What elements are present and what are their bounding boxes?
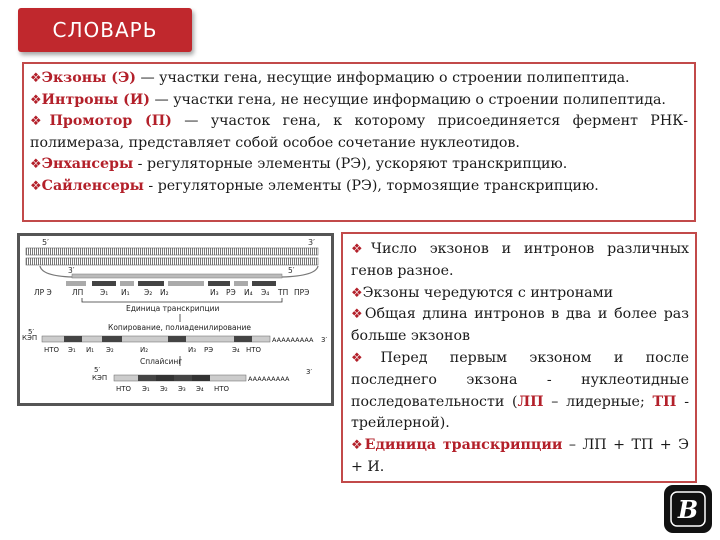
- fact-item: [351, 304, 689, 348]
- dna-label-3: 3′: [308, 238, 315, 247]
- polya-tail-2: AAAAAAAAA: [248, 375, 290, 383]
- definition-term: Интроны (И): [41, 91, 150, 108]
- fact-tp-term: ТП: [652, 393, 677, 410]
- primary-exon: [64, 336, 82, 342]
- gene-label: ТП: [278, 288, 289, 297]
- inner-label-3: 3′: [68, 266, 75, 275]
- kep2-label: КЭП: [92, 374, 108, 382]
- primary-label: Э₄: [232, 346, 240, 354]
- facts-box: [341, 232, 697, 483]
- logo-icon: [664, 485, 712, 533]
- fact-text: – лидерные;: [543, 393, 653, 410]
- definition-term: Энхансеры: [41, 156, 134, 173]
- bullet-icon: ❖: [351, 285, 363, 301]
- gene-label: ЛП: [72, 288, 84, 297]
- bullet-icon: ❖: [30, 71, 42, 86]
- gene-label: И₁: [121, 288, 130, 297]
- template-strand: [72, 274, 282, 278]
- gene-label: Э₄: [261, 288, 270, 297]
- mature-label: Э₁: [142, 385, 150, 393]
- gene-label: Э₁: [100, 288, 109, 297]
- primary-label-5: 5′: [28, 328, 35, 336]
- fact-text: – ЛП + ТП + Э + И.: [351, 437, 690, 475]
- gene-segment: [92, 281, 116, 286]
- fact-text: Число экзонов и интронов различных генов разное.: [351, 241, 689, 279]
- mature-exon: [174, 375, 192, 381]
- fact-text: - трейлерной).: [351, 393, 689, 432]
- lre-label: ЛР Э: [34, 288, 52, 297]
- gene-label: И₄: [244, 288, 253, 297]
- definition-text: — участок гена, к которому присоединяется фермент РНК-полимераза, представляет собой особое сочетание нуклеотидов.: [30, 113, 688, 151]
- bullet-icon: ❖: [351, 242, 371, 257]
- gene-segment: [252, 281, 276, 286]
- bullet-icon: ❖: [30, 92, 42, 108]
- gene-segment: [234, 281, 248, 286]
- definition-introns: [30, 90, 688, 112]
- fact-item: [351, 435, 689, 479]
- pre-label: ПРЭ: [294, 288, 310, 297]
- fact-item: [351, 348, 689, 435]
- primary-exon: [102, 336, 122, 342]
- primary-exon: [234, 336, 252, 342]
- gene-label: РЭ: [226, 288, 236, 297]
- definition-term: Промотор (П): [49, 113, 172, 130]
- primary-label: И₂: [140, 346, 149, 354]
- primary-labels: [44, 346, 262, 354]
- gene-segment: [66, 281, 86, 286]
- page-title: СЛОВАРЬ: [18, 8, 192, 52]
- gene-segment: [168, 281, 204, 286]
- fact-text: Экзоны чередуются с интронами: [362, 284, 614, 301]
- fact-text: Общая длина интронов в два и более раз больше экзонов: [351, 306, 689, 345]
- definition-silencers: [30, 176, 688, 198]
- bullet-icon: ❖: [30, 157, 42, 173]
- unit-label: Единица транскрипции: [126, 304, 220, 313]
- primary-label: НТО: [246, 346, 262, 354]
- mature-label: НТО: [116, 385, 132, 393]
- splice-label: Сплайсинг: [140, 357, 183, 366]
- bullet-icon: ❖: [351, 307, 365, 323]
- primary-label-3: 3′: [321, 336, 328, 344]
- polya-tail: AAAAAAAAA: [272, 336, 314, 344]
- definition-term: Экзоны (Э): [41, 70, 136, 86]
- gene-diagram-svg: [20, 236, 331, 403]
- primary-label: Э₁: [68, 346, 76, 354]
- fact-item: [351, 283, 689, 305]
- primary-label: И₁: [86, 346, 95, 354]
- primary-exon: [168, 336, 186, 342]
- dna-top-strand: [26, 248, 318, 255]
- gene-label: И₂: [160, 288, 169, 297]
- copy-label: Копирование, полиаденилирование: [108, 323, 251, 332]
- logo-glyph: [668, 489, 708, 529]
- inner-label-5: 5′: [288, 266, 295, 275]
- mature-labels: [116, 385, 230, 393]
- definition-promoter: [30, 111, 688, 154]
- definition-text: — участки гена, не несущие информацию о строении полипептида.: [150, 91, 666, 108]
- mature-exon: [156, 375, 174, 381]
- mature-exon: [192, 375, 210, 381]
- fact-lp-term: ЛП: [517, 393, 544, 410]
- logo-letter: B: [677, 495, 699, 524]
- definition-exons: [30, 68, 688, 90]
- mature-label: Э₃: [178, 385, 186, 393]
- gene-label: И₃: [210, 288, 219, 297]
- gene-segments: [66, 281, 276, 286]
- primary-label: Э₂: [106, 346, 114, 354]
- mature-exons: [138, 375, 210, 381]
- primary-label: НТО: [44, 346, 60, 354]
- definitions-box: [22, 62, 696, 222]
- definition-text: — участки гена, несущие информацию о строении полипептида.: [135, 70, 630, 86]
- fact-text: Перед первым экзоном и после последнего экзона - нуклеотидные последовательности (: [351, 349, 689, 410]
- dna-bottom-strand: [26, 258, 318, 265]
- gene-segment: [138, 281, 164, 286]
- mature-label: Э₂: [160, 385, 168, 393]
- gene-segment: [120, 281, 134, 286]
- definition-text: - регуляторные элементы (РЭ), ускоряют транскрипцию.: [133, 156, 568, 173]
- mature-label-5: 5′: [94, 366, 101, 374]
- gene-label: Э₂: [144, 288, 153, 297]
- unit-bracket: [82, 298, 282, 302]
- mature-label-3: 3′: [306, 368, 313, 376]
- definition-term: Сайленсеры: [41, 177, 144, 194]
- definition-text: - регуляторные элементы (РЭ), тормозящие транскрипцию.: [143, 177, 599, 194]
- gene-segment: [208, 281, 230, 286]
- bullet-icon: ❖: [30, 114, 50, 130]
- definition-enhancers: [30, 154, 688, 176]
- gene-structure-diagram: [17, 233, 334, 406]
- gene-labels: [72, 288, 288, 297]
- mature-label: НТО: [214, 385, 230, 393]
- bullet-icon: ❖: [351, 438, 365, 454]
- fact-item: [351, 239, 689, 283]
- primary-label: И₃: [188, 346, 197, 354]
- mature-label: Э₄: [196, 385, 204, 393]
- dna-label-5: 5′: [42, 238, 49, 247]
- fact-term: Единица транскрипции: [364, 437, 563, 454]
- bullet-icon: ❖: [30, 178, 42, 194]
- mature-exon: [138, 375, 156, 381]
- kep-label: КЭП: [22, 334, 38, 342]
- primary-label: РЭ: [204, 346, 214, 354]
- bullet-icon: ❖: [351, 350, 381, 366]
